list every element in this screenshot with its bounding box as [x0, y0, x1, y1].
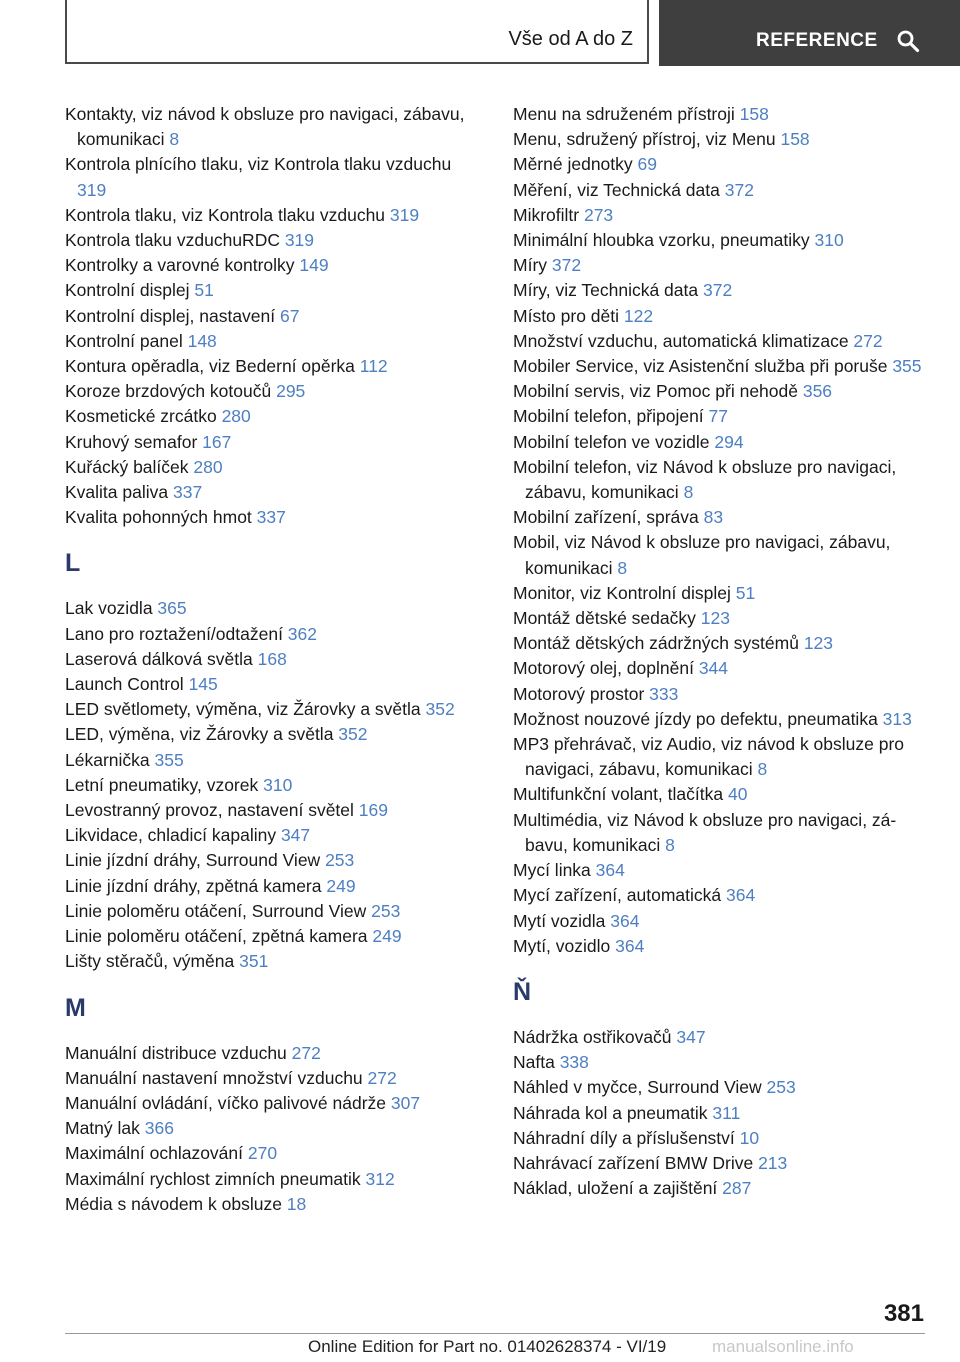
index-entry-text: Nafta: [513, 1052, 560, 1073]
index-entry: [65, 647, 485, 672]
index-entry: [65, 899, 485, 924]
index-entry-text: Nahrávací zařízení BMW Drive: [513, 1152, 759, 1173]
index-entry: [65, 203, 485, 228]
index-entry: [65, 304, 485, 329]
index-entry: [513, 1050, 933, 1075]
page-link[interactable]: 40: [727, 784, 748, 805]
index-entry-text: Lišty stěračů, výměna: [65, 951, 240, 972]
search-icon[interactable]: [896, 29, 920, 53]
index-entry: [513, 278, 933, 303]
index-entry-text: Kontrolky a varovné kontrolky: [65, 255, 300, 276]
index-entry: [65, 924, 485, 949]
index-entry-text: Maximální ochlazování: [65, 1143, 248, 1164]
page-link[interactable]: 8: [665, 834, 675, 855]
index-entry-text: Mobilní telefon, připojení: [513, 406, 709, 427]
index-entry-text: Montáž dětské sedačky: [513, 608, 701, 629]
index-entry-text: Kontrola plnícího tlaku, viz Kontrola tlaku vzduchu: [65, 154, 452, 175]
page-link[interactable]: 149: [299, 255, 329, 276]
index-entry-text: Množství vzduchu, automatická klimatizace: [513, 330, 854, 351]
index-entry-text: Lak vozidla: [65, 598, 158, 619]
page-link[interactable]: 253: [325, 850, 355, 871]
page-link[interactable]: 364: [610, 910, 640, 931]
index-entry-text: Náhrada kol a pneumatik: [513, 1102, 713, 1123]
index-entry-text: Nádržka ostřikovačů: [513, 1026, 677, 1047]
reference-tab-label: REFERENCE: [756, 30, 878, 51]
section-title: Vše od A do Z: [508, 28, 633, 50]
index-entry-text: Linie poloměru otáčení, Surround View: [65, 900, 372, 921]
index-entry: [513, 530, 933, 580]
index-entry-text: Linie poloměru otáčení, zpětná kamera: [65, 926, 373, 947]
index-entry: [513, 606, 933, 631]
page-link[interactable]: 312: [365, 1168, 395, 1189]
index-entry-text: Kvalita pohonných hmot: [65, 507, 257, 528]
page-link[interactable]: 333: [649, 683, 679, 704]
page-link[interactable]: 77: [708, 406, 729, 427]
page-link[interactable]: 365: [157, 598, 187, 619]
page-link[interactable]: 355: [154, 749, 184, 770]
page-link[interactable]: 122: [623, 305, 654, 326]
page-link[interactable]: 347: [676, 1026, 706, 1047]
page-link[interactable]: 364: [595, 860, 625, 881]
index-entry: [513, 404, 933, 429]
index-entry-text: Možnost nouzové jízdy po defektu, pneumatika: [513, 708, 883, 729]
index-entry: [513, 1025, 933, 1050]
letter-heading: L: [65, 549, 81, 578]
page-link[interactable]: 69: [637, 154, 657, 175]
page-link[interactable]: 351: [239, 951, 269, 972]
index-entry: [65, 152, 485, 202]
index-entry-text: Multimédia, viz Návod k obsluze pro navigaci, zábavu, komunikaci: [513, 809, 897, 855]
index-entry-text: Linie jízdní dráhy, zpětná kamera: [65, 875, 327, 896]
page-link[interactable]: 352: [425, 699, 455, 720]
page-link[interactable]: 372: [551, 255, 582, 276]
index-entry: [65, 848, 485, 873]
page-link[interactable]: 123: [803, 633, 834, 654]
page-link[interactable]: 51: [735, 582, 756, 603]
index-entry-text: Menu, sdružený přístroj, viz Menu: [513, 129, 781, 150]
index-entry: [513, 682, 933, 707]
page-link[interactable]: 362: [287, 623, 317, 644]
index-entry-text: Mytí vozidla: [513, 910, 611, 931]
index-entry: [65, 798, 485, 823]
index-entry: [65, 455, 485, 480]
index-entry: [513, 127, 933, 152]
index-entry-text: MP3 přehrávač, viz Audio, viz návod k obsluze pro navigaci, zábavu, komunikaci: [513, 734, 905, 780]
index-entry: [513, 707, 933, 732]
page-link[interactable]: 51: [194, 280, 214, 301]
index-entry-text: Mycí zařízení, automatická: [513, 885, 726, 906]
index-entry: [513, 1075, 933, 1100]
page-link[interactable]: 168: [257, 648, 287, 669]
page-link[interactable]: 372: [702, 280, 733, 301]
page-link[interactable]: 253: [371, 900, 401, 921]
page-link[interactable]: 167: [202, 431, 232, 452]
index-entry-text: Mobilní telefon, viz Návod k obsluze pro navigaci, zábavu, komunikaci: [513, 456, 897, 503]
index-entry-text: Kontura opěradla, viz Bederní opěrka: [65, 356, 360, 377]
index-entry: [65, 278, 485, 303]
index-entry: [65, 404, 485, 429]
index-entry-text: Koroze brzdových kotoučů: [65, 381, 277, 402]
index-entry-text: Linie jízdní dráhy, Surround View: [65, 850, 326, 871]
index-entry-text: Kosmetické zrcátko: [65, 406, 222, 427]
index-entry: [513, 178, 933, 203]
index-entry-text: Náklad, uložení a zajištění: [513, 1178, 723, 1199]
page-link[interactable]: 83: [703, 507, 724, 528]
index-entry: [65, 949, 485, 974]
page-link[interactable]: 364: [615, 935, 645, 956]
index-column-left: [65, 102, 485, 1217]
index-entry-text: Kontrola tlaku vzduchuRDC: [65, 230, 285, 251]
index-entry: [513, 253, 933, 278]
index-entry-text: Monitor, viz Kontrolní displej: [513, 582, 736, 603]
index-entry: [513, 455, 933, 505]
index-entry: [513, 203, 933, 228]
index-entry: [513, 909, 933, 934]
index-entry: [513, 329, 933, 354]
index-entry-text: Likvidace, chladicí kapaliny: [65, 825, 281, 846]
page-link[interactable]: 280: [221, 406, 251, 427]
index-entry: [65, 1116, 485, 1141]
index-entry-text: Kuřácký balíček: [65, 456, 194, 477]
reference-tab[interactable]: [659, 0, 960, 66]
index-entry-text: Matný lak: [65, 1118, 145, 1139]
page-link[interactable]: 112: [359, 356, 388, 377]
page-link[interactable]: 249: [372, 926, 402, 947]
page-link[interactable]: 8: [617, 557, 628, 578]
page-link[interactable]: 280: [193, 456, 223, 477]
page-link[interactable]: 344: [698, 658, 729, 679]
index-entry: [513, 228, 933, 253]
letter-heading: Ň: [513, 977, 532, 1006]
page-link[interactable]: 253: [766, 1077, 796, 1098]
page-number: 381: [883, 1300, 924, 1327]
index-entry: [513, 732, 933, 782]
index-entry: [513, 304, 933, 329]
page-link[interactable]: 347: [280, 825, 311, 846]
index-entry: [513, 581, 933, 606]
page-link[interactable]: 313: [882, 708, 912, 729]
index-entry: [65, 748, 485, 773]
page-link[interactable]: 319: [389, 204, 420, 225]
page-link[interactable]: 123: [700, 608, 730, 629]
index-entry: [65, 596, 485, 621]
index-entry-text: Manuální nastavení množství vzduchu: [65, 1067, 368, 1088]
index-entry-text: Mikrofiltr: [513, 204, 584, 225]
page-link[interactable]: 18: [286, 1193, 307, 1214]
index-entry-text: Manuální ovládání, víčko palivové nádrže: [65, 1092, 391, 1113]
index-entry: [65, 874, 485, 899]
page-link[interactable]: 311: [712, 1102, 741, 1123]
index-entry: [513, 858, 933, 883]
page-link[interactable]: 310: [263, 774, 293, 795]
index-entry: [65, 622, 485, 647]
page-link[interactable]: 337: [172, 482, 203, 503]
index-entry-text: Média s návodem k obsluze: [65, 1193, 287, 1214]
index-entry: [65, 102, 485, 152]
index-entry: [65, 480, 485, 505]
index-entry: [65, 1167, 485, 1192]
index-entry: [513, 808, 933, 858]
index-entry-text: Mycí linka: [513, 860, 596, 881]
page-link[interactable]: 355: [892, 356, 922, 377]
page-link[interactable]: 294: [714, 431, 744, 452]
index-entry: [513, 505, 933, 530]
page-link[interactable]: 366: [144, 1118, 174, 1139]
index-entry: [513, 430, 933, 455]
index-entry: [513, 1126, 933, 1151]
page-link[interactable]: 272: [291, 1042, 321, 1063]
page-link[interactable]: 310: [814, 230, 844, 251]
index-entry: [65, 430, 485, 455]
index-entry-text: Lékarnička: [65, 749, 155, 770]
page-link[interactable]: 158: [739, 104, 769, 124]
index-entry-text: Kontrola tlaku, viz Kontrola tlaku vzduchu: [65, 204, 390, 225]
page-link[interactable]: 319: [284, 230, 315, 251]
index-entry-text: Kvalita paliva: [65, 482, 173, 503]
index-entry-text: Mobilní servis, viz Pomoc při nehodě: [513, 381, 803, 402]
index-entry-text: Levostranný provoz, nastavení světel: [65, 800, 359, 821]
index-entry-text: Kontakty, viz návod k obsluze pro navigaci, zábavu, komunikaci: [65, 104, 465, 150]
page-link[interactable]: 67: [280, 305, 300, 326]
page-link[interactable]: 272: [853, 330, 883, 351]
header-section-box: [65, 0, 649, 64]
index-entry: [513, 934, 933, 959]
page-link[interactable]: 8: [757, 759, 768, 780]
index-entry-text: Míry: [513, 255, 552, 276]
page-link[interactable]: 364: [726, 885, 756, 906]
page-link[interactable]: 213: [758, 1152, 788, 1173]
index-entry-text: Mobilní telefon ve vozidle: [513, 431, 715, 452]
index-entry-text: Mobiler Service, viz Asistenční služba při poruše: [513, 356, 893, 377]
index-entry: [65, 697, 485, 722]
edition-note: Online Edition for Part no. 01402628374 - VI/19: [308, 1337, 667, 1356]
page-link[interactable]: 272: [367, 1067, 397, 1088]
index-entry-text: Kontrolní displej, nastavení: [65, 305, 280, 326]
page-link[interactable]: 337: [256, 507, 286, 528]
index-entry-text: Mobil, viz Návod k obsluze pro navigaci, zábavu, komunikaci: [513, 532, 891, 578]
index-entry-text: Míry, viz Technická data: [513, 280, 703, 301]
page-link[interactable]: 270: [247, 1143, 278, 1164]
index-entry-text: Launch Control: [65, 674, 189, 695]
index-entry-text: Kontrolní displej: [65, 280, 195, 301]
index-entry: [513, 883, 933, 908]
page-link[interactable]: 169: [358, 800, 388, 821]
footer-divider: [65, 1333, 925, 1334]
index-entry: [65, 505, 485, 530]
index-entry-text: LED světlomety, výměna, viz Žárovky a světla: [65, 699, 426, 720]
index-entry-text: Měření, viz Technická data: [513, 179, 725, 200]
index-entry: [65, 253, 485, 278]
letter-heading: M: [65, 993, 86, 1022]
page-link[interactable]: 295: [276, 381, 306, 402]
index-entry: [513, 1176, 933, 1201]
page-link[interactable]: 158: [780, 129, 810, 150]
page-link[interactable]: 372: [724, 179, 754, 200]
index-entry: [65, 1192, 485, 1217]
index-entry: [513, 1101, 933, 1126]
page-link[interactable]: 148: [187, 330, 217, 351]
index-entry: [65, 329, 485, 354]
index-entry-text: LED, výměna, viz Žárovky a světla: [65, 724, 339, 745]
index-column-right: [513, 102, 933, 1201]
index-entry: [65, 1041, 485, 1066]
index-entry-text: Kruhový semafor: [65, 431, 203, 452]
index-entry-text: Mobilní zařízení, správa: [513, 507, 704, 528]
page-link[interactable]: 145: [188, 674, 218, 695]
index-entry-text: Maximální rychlost zimních pneumatik: [65, 1168, 366, 1189]
index-entry-text: Místo pro děti: [513, 305, 624, 326]
index-entry-text: Letní pneumatiky, vzorek: [65, 774, 264, 795]
index-entry: [65, 672, 485, 697]
index-entry-text: Manuální distribuce vzduchu: [65, 1042, 292, 1063]
page-link[interactable]: 8: [683, 482, 694, 503]
page-link[interactable]: 287: [722, 1178, 752, 1199]
index-entry-text: Menu na sdruženém přístroji: [513, 104, 740, 124]
index-entry: [513, 354, 933, 379]
index-entry-text: Motorový prostor: [513, 683, 650, 704]
page-link[interactable]: 338: [559, 1052, 589, 1073]
index-entry: [65, 354, 485, 379]
index-entry: [65, 722, 485, 747]
index-entry: [513, 379, 933, 404]
index-entry-text: Minimální hloubka vzorku, pneumatiky: [513, 230, 815, 251]
index-entry-text: Náhled v myčce, Surround View: [513, 1077, 767, 1098]
index-entry-text: Montáž dětských zádržných systémů: [513, 633, 804, 654]
page-link[interactable]: 10: [739, 1127, 760, 1148]
index-entry: [513, 102, 933, 127]
index-entry: [513, 631, 933, 656]
index-entry: [65, 228, 485, 253]
index-entry: [65, 823, 485, 848]
index-entry-text: Kontrolní panel: [65, 330, 188, 351]
page-link[interactable]: 273: [583, 204, 614, 225]
index-entry-text: Měrné jednotky: [513, 154, 638, 175]
index-entry: [513, 656, 933, 681]
index-entry: [65, 379, 485, 404]
index-entry: [513, 782, 933, 807]
page-link[interactable]: 8: [169, 129, 180, 150]
index-entry-text: Náhradní díly a příslušenství: [513, 1127, 740, 1148]
index-entry-text: Motorový olej, doplnění: [513, 658, 699, 679]
page-link[interactable]: 352: [338, 724, 368, 745]
index-entry: [65, 773, 485, 798]
watermark: manualsonline.info: [712, 1337, 854, 1356]
index-entry: [65, 1091, 485, 1116]
index-entry-text: Lano pro roztažení/odtažení: [65, 623, 288, 644]
page-link[interactable]: 356: [802, 381, 833, 402]
index-entry-text: Mytí, vozidlo: [513, 935, 616, 956]
index-entry: [65, 1066, 485, 1091]
page-link[interactable]: 319: [77, 179, 107, 200]
page-link[interactable]: 307: [390, 1092, 421, 1113]
index-entry-text: Laserová dálková světla: [65, 648, 258, 669]
index-entry: [513, 152, 933, 177]
index-entry: [65, 1141, 485, 1166]
page-link[interactable]: 249: [326, 875, 356, 896]
index-entry: [513, 1151, 933, 1176]
index-entry-text: Multifunkční volant, tlačítka: [513, 784, 728, 805]
